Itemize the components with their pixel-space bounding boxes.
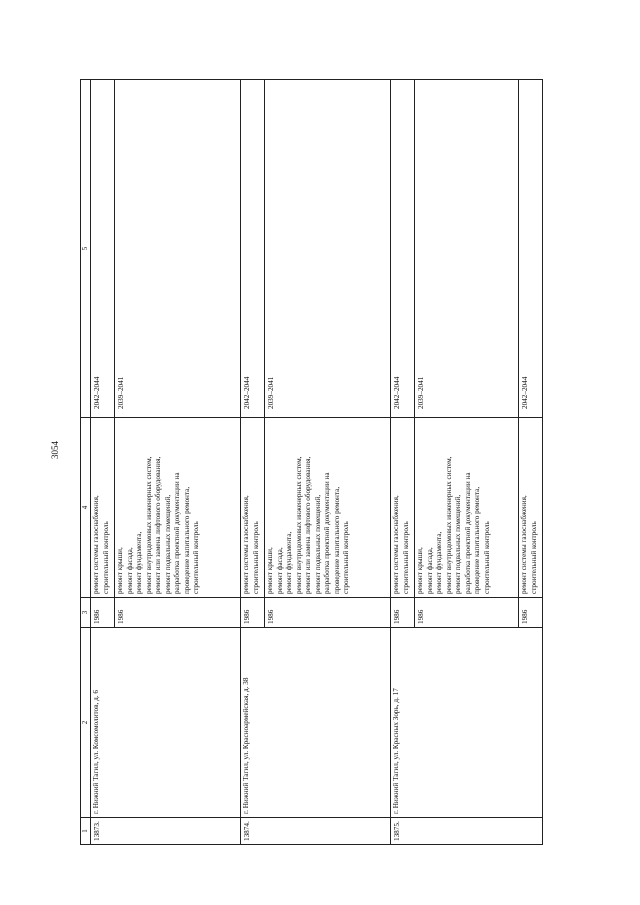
column-header: 4: [81, 418, 91, 598]
year-cell: 1986: [91, 598, 115, 628]
works-cell: [519, 418, 543, 598]
work-item: ремонт крыши,: [266, 547, 275, 594]
work-item: ремонт или замена лифтового оборудования,: [154, 456, 163, 594]
work-item: проведение капитального ремонта,: [182, 486, 191, 594]
work-item: строительный контроль: [101, 521, 110, 594]
period-cell: 2042–2044: [91, 80, 115, 418]
year-cell: 1986: [391, 598, 415, 628]
work-item: ремонт фасада,: [275, 547, 284, 594]
work-item: разработка проектной документации на: [463, 472, 472, 594]
work-item: строительный контроль: [529, 521, 538, 594]
works-cell: [415, 418, 519, 598]
work-item: строительный контроль: [401, 521, 410, 594]
work-item: проведение капитального ремонта,: [473, 486, 482, 594]
address-cell: г. Нижний Тагил, ул. Красных Зорь, д. 17: [391, 628, 543, 818]
work-item: строительный контроль: [251, 521, 260, 594]
column-header: 5: [81, 80, 91, 418]
work-item: ремонт фундамента,: [435, 531, 444, 594]
period-cell: 2039–2041: [265, 80, 391, 418]
table-row: [241, 80, 265, 845]
period-cell: 2042–2044: [241, 80, 265, 418]
work-item: разработка проектной документации на: [323, 472, 332, 594]
page-number: 3054: [50, 441, 60, 459]
work-item: ремонт фасада,: [125, 547, 134, 594]
period-cell: 2039–2041: [415, 80, 519, 418]
repair-schedule-table: [80, 80, 542, 845]
column-header: 1: [81, 818, 91, 845]
year-cell: 1986: [241, 598, 265, 628]
work-item: ремонт внутридомовых инженерных систем,: [294, 456, 303, 594]
table-row: [391, 80, 415, 845]
period-cell: 2042–2044: [391, 80, 415, 418]
work-item: ремонт системы газоснабжения,: [520, 495, 529, 594]
work-item: ремонт внутридомовых инженерных систем,: [444, 456, 453, 594]
work-item: разработка проектной документации на: [173, 472, 182, 594]
year-cell: 1986: [415, 598, 519, 628]
work-item: проведение капитального ремонта,: [332, 486, 341, 594]
work-item: ремонт крыши,: [116, 547, 125, 594]
work-item: строительный контроль: [482, 521, 491, 594]
row-number: 13875.: [391, 818, 543, 845]
year-cell: 1986: [519, 598, 543, 628]
work-item: ремонт системы газоснабжения,: [242, 495, 251, 594]
table-row: [91, 80, 115, 845]
work-item: строительный контроль: [192, 521, 201, 594]
column-header: 3: [81, 598, 91, 628]
column-header: 2: [81, 628, 91, 818]
works-cell: [91, 418, 115, 598]
work-item: ремонт подвальных помещений,: [313, 494, 322, 594]
work-item: ремонт подвальных помещений,: [454, 494, 463, 594]
address-cell: г. Нижний Тагил, ул. Комсомолитов, д. 6: [91, 628, 241, 818]
work-item: ремонт фундамента,: [285, 531, 294, 594]
period-cell: 2039–2041: [115, 80, 241, 418]
column-number-row: [81, 80, 91, 845]
year-cell: 1986: [115, 598, 241, 628]
works-cell: [265, 418, 391, 598]
work-item: ремонт системы газоснабжения,: [392, 495, 401, 594]
period-cell: 2042–2044: [519, 80, 543, 418]
work-item: ремонт подвальных помещений,: [163, 494, 172, 594]
row-number: 13873.: [91, 818, 241, 845]
work-item: ремонт внутридомовых инженерных систем,: [144, 456, 153, 594]
work-item: ремонт системы газоснабжения,: [92, 495, 101, 594]
work-item: ремонт крыши,: [416, 547, 425, 594]
works-cell: [241, 418, 265, 598]
work-item: ремонт фундамента,: [135, 531, 144, 594]
year-cell: 1986: [265, 598, 391, 628]
work-item: ремонт или замена лифтового оборудования,: [304, 456, 313, 594]
address-cell: г. Нижний Тагил, ул. Красноармейская, д. 38: [241, 628, 391, 818]
work-item: строительный контроль: [342, 521, 351, 594]
work-item: ремонт фасада,: [425, 547, 434, 594]
works-cell: [115, 418, 241, 598]
works-cell: [391, 418, 415, 598]
row-number: 13874.: [241, 818, 391, 845]
